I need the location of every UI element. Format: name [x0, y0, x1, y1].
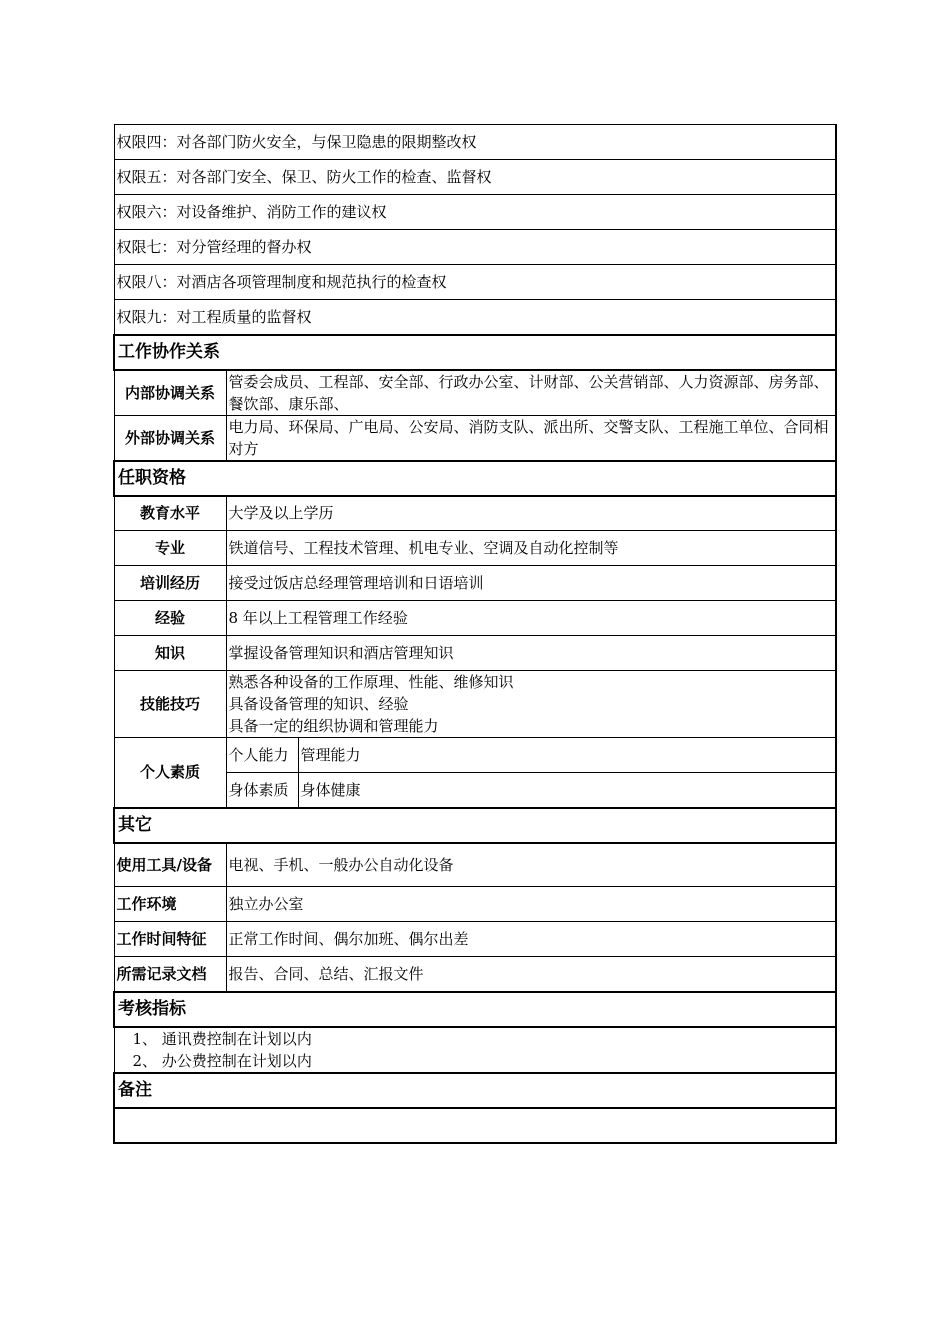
knowledge-row	[114, 636, 836, 671]
experience-label: 经验	[114, 601, 226, 636]
skills-row	[114, 671, 836, 738]
tools-row	[114, 843, 836, 887]
section-heading: 其它	[114, 808, 836, 843]
records-value: 报告、合同、总结、汇报文件	[226, 957, 836, 992]
physical-quality-label: 身体素质	[226, 773, 298, 808]
worktime-value: 正常工作时间、偶尔加班、偶尔出差	[226, 922, 836, 957]
kpi-item: 1、 通讯费控制在计划以内	[132, 1029, 312, 1048]
kpi-row	[114, 1027, 836, 1073]
authority-item: 权限八：对酒店各项管理制度和规范执行的检查权	[114, 265, 836, 300]
experience-value: 8 年以上工程管理工作经验	[226, 601, 836, 636]
records-label: 所需记录文档	[114, 957, 226, 992]
internal-coordination-value: 管委会成员、工程部、安全部、行政办公室、计财部、公关营销部、人力资源部、房务部、餐饮部、康乐部、	[226, 370, 836, 416]
remarks-value	[114, 1108, 836, 1143]
major-row	[114, 531, 836, 566]
job-description-table	[113, 124, 837, 1144]
section-qualifications	[114, 461, 836, 496]
tools-label: 使用工具/设备	[114, 843, 226, 887]
personal-quality-label: 个人素质	[114, 738, 226, 808]
education-row	[114, 496, 836, 531]
internal-coordination-label: 内部协调关系	[114, 370, 226, 416]
authority-item: 权限五：对各部门安全、保卫、防火工作的检查、监督权	[114, 160, 836, 195]
skills-line: 熟悉各种设备的工作原理、性能、维修知识	[228, 673, 514, 691]
external-coordination-row	[114, 415, 836, 461]
training-label: 培训经历	[114, 566, 226, 601]
authority-row	[114, 125, 836, 160]
authority-item: 权限四：对各部门防火安全，与保卫隐患的限期整改权	[114, 125, 836, 160]
remarks-row	[114, 1108, 836, 1143]
environment-label: 工作环境	[114, 887, 226, 922]
section-heading: 工作协作关系	[114, 335, 836, 370]
authority-row	[114, 265, 836, 300]
authority-row	[114, 300, 836, 335]
authority-row	[114, 160, 836, 195]
tools-value: 电视、手机、一般办公自动化设备	[226, 843, 836, 887]
authority-row	[114, 230, 836, 265]
section-cooperation	[114, 335, 836, 370]
experience-row	[114, 601, 836, 636]
authority-row	[114, 195, 836, 230]
external-coordination-label: 外部协调关系	[114, 415, 226, 461]
education-label: 教育水平	[114, 496, 226, 531]
section-heading: 考核指标	[114, 992, 836, 1027]
section-heading: 任职资格	[114, 461, 836, 496]
major-label: 专业	[114, 531, 226, 566]
training-value: 接受过饭店总经理管理培训和日语培训	[226, 566, 836, 601]
personal-ability-value: 管理能力	[298, 738, 836, 773]
worktime-row	[114, 922, 836, 957]
section-remarks	[114, 1073, 836, 1108]
personal-ability-label: 个人能力	[226, 738, 298, 773]
kpi-list	[114, 1027, 836, 1073]
major-value: 铁道信号、工程技术管理、机电专业、空调及自动化控制等	[226, 531, 836, 566]
external-coordination-value: 电力局、环保局、广电局、公安局、消防支队、派出所、交警支队、工程施工单位、合同相对方	[226, 415, 836, 461]
worktime-label: 工作时间特征	[114, 922, 226, 957]
authority-item: 权限七：对分管经理的督办权	[114, 230, 836, 265]
section-heading: 备注	[114, 1073, 836, 1108]
skills-label: 技能技巧	[114, 671, 226, 738]
environment-row	[114, 887, 836, 922]
authority-item: 权限六：对设备维护、消防工作的建议权	[114, 195, 836, 230]
section-kpi	[114, 992, 836, 1027]
personal-ability-row	[114, 738, 836, 773]
knowledge-value: 掌握设备管理知识和酒店管理知识	[226, 636, 836, 671]
environment-value: 独立办公室	[226, 887, 836, 922]
training-row	[114, 566, 836, 601]
skills-line: 具备一定的组织协调和管理能力	[228, 717, 439, 735]
skills-line: 具备设备管理的知识、经验	[228, 695, 409, 713]
internal-coordination-row	[114, 370, 836, 416]
education-value: 大学及以上学历	[226, 496, 836, 531]
section-other	[114, 808, 836, 843]
kpi-item: 2、 办公费控制在计划以内	[132, 1051, 312, 1070]
skills-value	[226, 671, 836, 738]
physical-quality-value: 身体健康	[298, 773, 836, 808]
records-row	[114, 957, 836, 992]
knowledge-label: 知识	[114, 636, 226, 671]
authority-item: 权限九：对工程质量的监督权	[114, 300, 836, 335]
